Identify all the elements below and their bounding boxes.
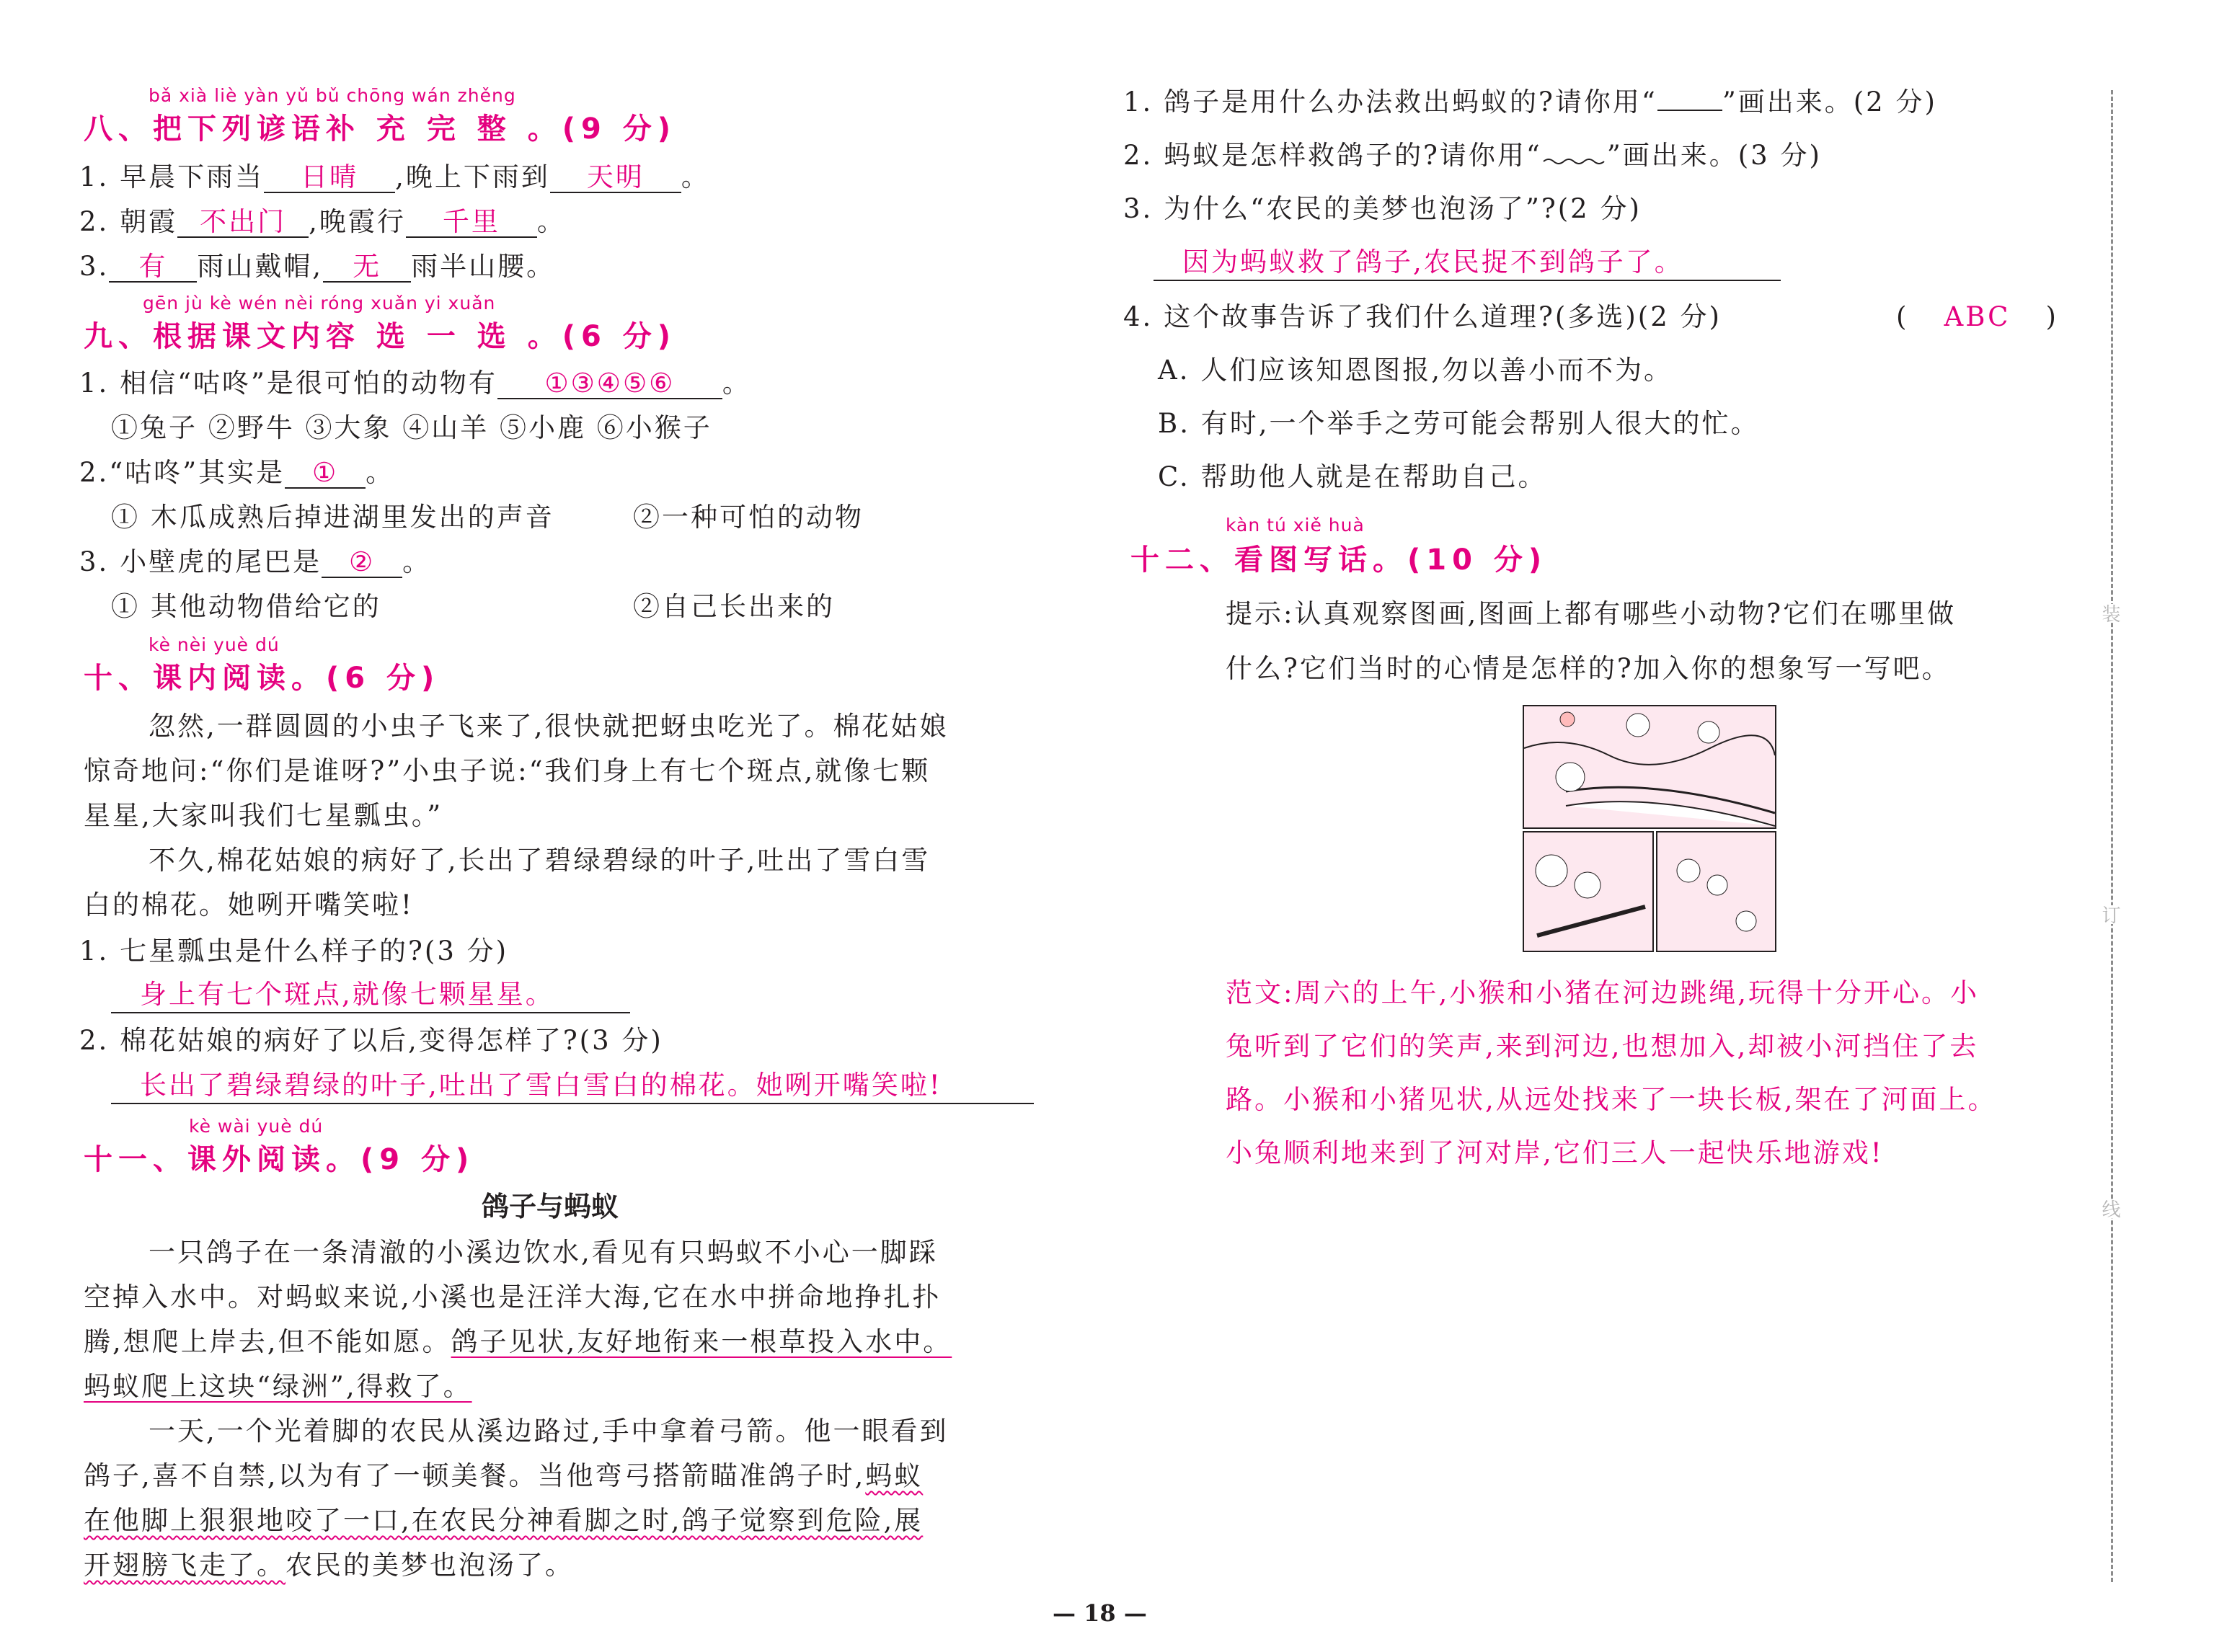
sec9-pinyin: gēn jù kè wén nèi róng xuǎn yi xuǎn (143, 293, 496, 314)
story-line: 开翅膀飞走了。农民的美梦也泡汤了。 (84, 1550, 574, 1581)
straight-line-symbol (1657, 88, 1722, 111)
sec12-title: 十二、看图写话。(10 分) (1130, 543, 1548, 577)
wavy-underline-answer: 蚂蚁 (865, 1460, 924, 1491)
sec12-hint: 什么?它们当时的心情是怎样的?加入你的想象写一写吧。 (1226, 653, 1951, 684)
essay-line: 兔听到了它们的笑声,来到河边,也想加入,却被小河挡住了去 (1226, 1031, 1979, 1062)
sec11-title: 十一、课外阅读。(9 分) (84, 1143, 475, 1176)
sec8-title: 八、把下列谚语补 充 完 整 。(9 分) (84, 112, 677, 146)
story-line: 空掉入水中。对蚂蚁来说,小溪也是汪洋大海,它在水中拼命地挣扎扑 (84, 1282, 942, 1313)
right-q3: 3. 为什么“农民的美梦也泡汤了”?(2 分) (1123, 193, 1642, 224)
sec12-pinyin: kàn tú xiě huà (1226, 515, 1365, 536)
option-a: A. 人们应该知恩图报,勿以善小而不为。 (1158, 355, 1673, 386)
sec9-q1: 1. 相信“咕咚”是很可怕的动物有 ①③④⑤⑥ 。 (79, 368, 751, 399)
wavy-underline-answer: 开翅膀飞走了。 (84, 1550, 285, 1581)
wavy-line-symbol (1542, 138, 1607, 160)
answer-blank: 日晴 (264, 163, 395, 193)
answer-blank: 有 (109, 252, 197, 283)
sec8-q2: 2. 朝霞 不出门 ,晚霞行 千里 。 (79, 206, 566, 237)
right-q2: 2. 蚂蚁是怎样救鸽子的?请你用“ ”画出来。(3 分) (1123, 140, 1822, 171)
right-q4: 4. 这个故事告诉了我们什么道理?(多选)(2 分) (1123, 301, 1722, 332)
answer-blank: 千里 (406, 208, 537, 238)
sec9-q2: 2.“咕咚”其实是 ① 。 (79, 457, 395, 488)
sec10-pinyin: kè nèi yuè dú (149, 634, 280, 655)
option-b: B. 有时,一个举手之劳可能会帮别人很大的忙。 (1158, 408, 1760, 439)
story-line: 一只鸽子在一条清澈的小溪边饮水,看见有只蚂蚁不小心一脚踩 (149, 1237, 938, 1268)
sec10-q2: 2. 棉花姑娘的病好了以后,变得怎样了?(3 分) (79, 1025, 663, 1056)
sec9-title: 九、根据课文内容 选 一 选 。(6 分) (84, 320, 677, 353)
sec10-title: 十、课内阅读。(6 分) (84, 662, 440, 695)
straight-underline-answer: 蚂蚁爬上这块“绿洲”,得救了。 (84, 1371, 472, 1402)
wavy-underline-answer: 在他脚上狠狠地咬了一口,在农民分神看脚之时,鸽子觉察到危险,展 (84, 1505, 924, 1536)
passage-line: 惊奇地问:“你们是谁呀?”小虫子说:“我们身上有七个斑点,就像七颗 (84, 755, 931, 786)
story-line: 鸽子,喜不自禁,以为有了一顿美餐。当他弯弓搭箭瞄准鸽子时,蚂蚁 (84, 1460, 924, 1491)
answer-blank: ①③④⑤⑥ (497, 369, 722, 399)
sec12-hint: 提示:认真观察图画,图画上都有哪些小动物?它们在哪里做 (1226, 598, 1957, 629)
sec8-q3: 3. 有 雨山戴帽, 无 雨半山腰。 (79, 251, 556, 282)
sec10-q1: 1. 七星瓢虫是什么样子的?(3 分) (79, 936, 509, 967)
sec9-q3-option2: ②自己长出来的 (633, 591, 835, 622)
passage-line: 白的棉花。她咧开嘴笑啦! (84, 889, 414, 920)
page-number: — 18 — (1053, 1599, 1147, 1627)
story-line: 腾,想爬上岸去,但不能如愿。鸽子见状,友好地衔来一根草投入水中。 (84, 1326, 952, 1357)
answer-blank: 无 (323, 252, 411, 283)
answer-blank: 天明 (550, 163, 681, 193)
passage-line: 不久,棉花姑娘的病好了,长出了碧绿碧绿的叶子,吐出了雪白雪 (149, 845, 931, 876)
sec9-q2-option2: ②一种可怕的动物 (633, 502, 864, 533)
story-title: 鸽子与蚂蚁 (482, 1191, 619, 1222)
right-q1: 1. 鸽子是用什么办法救出蚂蚁的?请你用“ ”画出来。(2 分) (1123, 86, 1937, 117)
option-c: C. 帮助他人就是在帮助自己。 (1158, 461, 1547, 492)
passage-line: 星星,大家叫我们七星瓢虫。” (84, 800, 443, 831)
answer-blank: ① (285, 458, 366, 489)
sec10-a1: 身上有七个斑点,就像七颗星星。 (111, 977, 630, 1013)
sec9-q3-option1: ① 其他动物借给它的 (111, 591, 381, 622)
sec10-a2: 长出了碧绿碧绿的叶子,吐出了雪白雪白的棉花。她咧开嘴笑啦! (111, 1068, 1034, 1104)
right-q4-answer: ( ABC ) (1896, 301, 2058, 332)
sec11-pinyin: kè wài yuè dú (189, 1116, 324, 1137)
sec8-pinyin: bǎ xià liè yàn yǔ bǔ chōng wán zhěng (149, 85, 516, 106)
binding-label: 订 (2099, 905, 2120, 924)
answer-blank: 不出门 (177, 208, 309, 238)
answer-blank: ② (322, 548, 402, 578)
story-line: 一天,一个光着脚的农民从溪边路过,手中拿着弓箭。他一眼看到 (149, 1416, 949, 1447)
sec9-q2-option1: ① 木瓜成熟后掉进湖里发出的声音 (111, 502, 554, 533)
right-a3: 因为蚂蚁救了鸽子,农民捉不到鸽子了。 (1154, 245, 1781, 281)
binding-dashed-line (2111, 90, 2113, 1582)
essay-line: 范文:周六的上午,小猴和小猪在河边跳绳,玩得十分开心。小 (1226, 977, 1979, 1008)
story-line (84, 1504, 923, 1538)
sec9-q3: 3. 小壁虎的尾巴是 ② 。 (79, 546, 432, 577)
binding-label: 线 (2099, 1199, 2120, 1218)
binding-label: 装 (2099, 604, 2120, 623)
passage-line: 忽然,一群圆圆的小虫子飞来了,很快就把蚜虫吃光了。棉花姑娘 (149, 711, 949, 742)
picture-illustration (1523, 705, 1776, 953)
essay-line: 路。小猴和小猪见状,从远处找来了一块长板,架在了河面上。 (1226, 1084, 1997, 1115)
essay-line: 小兔顺利地来到了河对岸,它们三人一起快乐地游戏! (1226, 1137, 1884, 1168)
story-line (84, 1369, 472, 1404)
sec9-q1-options: ①兔子 ②野牛 ③大象 ④山羊 ⑤小鹿 ⑥小猴子 (111, 412, 712, 443)
sec8-q1: 1. 早晨下雨当 日晴 ,晚上下雨到 天明 。 (79, 161, 710, 192)
straight-underline-answer: 鸽子见状,友好地衔来一根草投入水中。 (451, 1326, 952, 1357)
